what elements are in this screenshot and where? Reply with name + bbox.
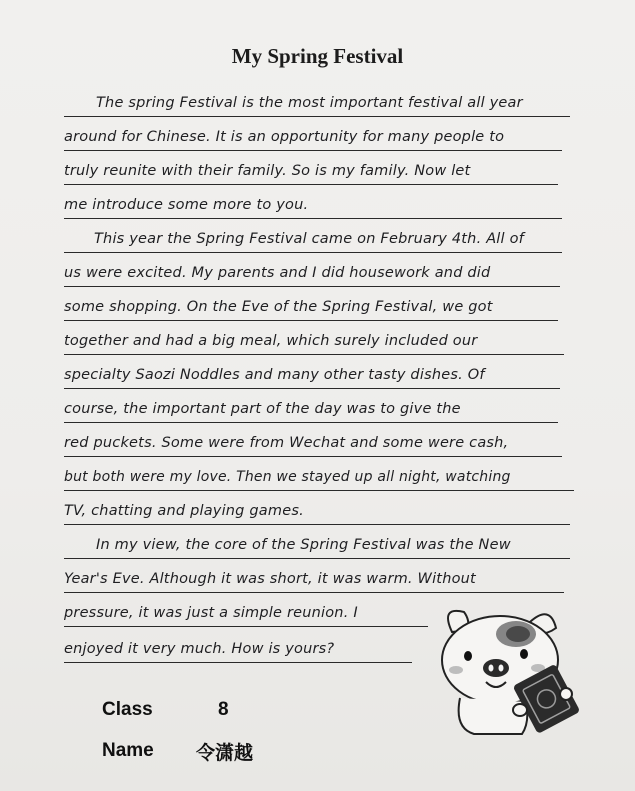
class-value: 8 xyxy=(218,699,229,720)
essay-line: pressure, it was just a simple reunion. I xyxy=(64,600,428,627)
name-label: Name xyxy=(102,740,154,761)
essay-line: This year the Spring Festival came on February 4th. All of xyxy=(64,226,562,253)
cartoon-pig-icon xyxy=(434,598,584,738)
essay-line: enjoyed it very much. How is yours? xyxy=(64,636,412,663)
essay-line: TV, chatting and playing games. xyxy=(64,498,570,525)
name-value: 令潇越 xyxy=(196,742,254,764)
essay-line: but both were my love. Then we stayed up all night, watching xyxy=(64,464,574,491)
class-label: Class xyxy=(102,699,153,720)
essay-line: course, the important part of the day was to give the xyxy=(64,396,558,423)
essay-line: me introduce some more to you. xyxy=(64,192,562,219)
essay-line: around for Chinese. It is an opportunity for many people to xyxy=(64,124,562,151)
essay-line: The spring Festival is the most important festival all year xyxy=(64,90,570,117)
essay-line: together and had a big meal, which surely included our xyxy=(64,328,564,355)
essay-line: red puckets. Some were from Wechat and some were cash, xyxy=(64,430,562,457)
essay-line: specialty Saozi Noddles and many other tasty dishes. Of xyxy=(64,362,560,389)
essay-line: truly reunite with their family. So is my family. Now let xyxy=(64,158,558,185)
essay-line: some shopping. On the Eve of the Spring Festival, we got xyxy=(64,294,558,321)
essay-title: My Spring Festival xyxy=(231,44,404,68)
essay-line: Year's Eve. Although it was short, it was warm. Without xyxy=(64,566,564,593)
essay-line: In my view, the core of the Spring Festival was the New xyxy=(64,532,570,559)
essay-line: us were excited. My parents and I did housework and did xyxy=(64,260,560,287)
